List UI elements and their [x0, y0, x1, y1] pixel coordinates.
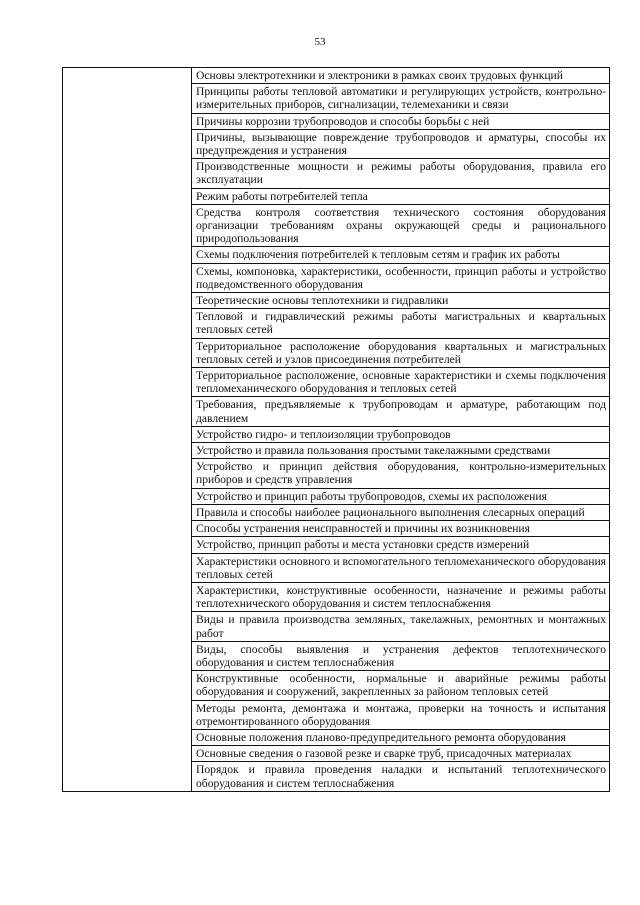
knowledge-requirements-table	[62, 67, 610, 792]
requirement-item: Устройство и принцип действия оборудования, контрольно-измерительных приборов и средств управления	[192, 459, 610, 488]
requirement-item: Устройство гидро- и теплоизоляции трубопроводов	[192, 426, 610, 442]
requirement-item: Территориальное расположение оборудования квартальных и магистральных тепловых сетей и узлов присоединения потребителей	[192, 338, 610, 367]
left-column-cell	[63, 68, 192, 792]
requirement-item: Виды, способы выявления и устранения дефектов теплотехнического оборудования и систем теплоснабжения	[192, 641, 610, 670]
requirement-item: Способы устранения неисправностей и причины их возникновения	[192, 521, 610, 537]
requirement-item: Территориальное расположение, основные характеристики и схемы подключения тепломеханического оборудования и тепловых сетей	[192, 368, 610, 397]
requirement-item: Средства контроля соответствия технического состояния оборудования организации требованиям охраны окружающей среды и рационального природопользования	[192, 204, 610, 247]
requirement-item: Устройство, принцип работы и места установки средств измерений	[192, 537, 610, 553]
requirement-item: Правила и способы наиболее рационального выполнения слесарных операций	[192, 504, 610, 520]
requirement-item: Характеристики, конструктивные особенности, назначение и режимы работы теплотехнического оборудования и систем теплоснабжения	[192, 582, 610, 611]
requirement-item: Основы электротехники и электроники в рамках своих трудовых функций	[192, 68, 610, 84]
requirement-item: Виды и правила производства земляных, такелажных, ремонтных и монтажных работ	[192, 612, 610, 641]
requirement-item: Схемы, компоновка, характеристики, особенности, принцип работы и устройство подведомственного оборудования	[192, 263, 610, 292]
requirement-item: Принципы работы тепловой автоматики и регулирующих устройств, контрольно-измерительных приборов, сигнализации, телемеханики и связи	[192, 84, 610, 113]
requirement-item: Тепловой и гидравлический режимы работы магистральных и квартальных тепловых сетей	[192, 309, 610, 338]
requirement-item: Причины коррозии трубопроводов и способы борьбы с ней	[192, 113, 610, 129]
table-body	[63, 68, 610, 792]
requirement-item: Конструктивные особенности, нормальные и аварийные режимы работы оборудования и сооружений, закрепленных за районом тепловых сетей	[192, 671, 610, 700]
requirement-item: Методы ремонта, демонтажа и монтажа, проверки на точность и испытания отремонтированного оборудования	[192, 700, 610, 729]
table-row	[63, 68, 610, 84]
requirement-item: Причины, вызывающие повреждение трубопроводов и арматуры, способы их предупреждения и устранения	[192, 129, 610, 158]
requirement-item: Схемы подключения потребителей к тепловым сетям и график их работы	[192, 247, 610, 263]
requirement-item: Требования, предъявляемые к трубопроводам и арматуре, работающим под давлением	[192, 397, 610, 426]
requirement-item: Основные положения планово-предупредительного ремонта оборудования	[192, 729, 610, 745]
requirement-item: Устройство и правила пользования простыми такелажными средствами	[192, 443, 610, 459]
requirement-item: Теоретические основы теплотехники и гидравлики	[192, 293, 610, 309]
requirement-item: Устройство и принцип работы трубопроводов, схемы их расположения	[192, 488, 610, 504]
requirement-item: Характеристики основного и вспомогательного тепломеханического оборудования тепловых сетей	[192, 553, 610, 582]
page-number: 53	[314, 36, 326, 48]
requirement-item: Основные сведения о газовой резке и сварке труб, присадочных материалах	[192, 746, 610, 762]
requirement-item: Порядок и правила проведения наладки и испытаний теплотехнического оборудования и систем теплоснабжения	[192, 762, 610, 791]
requirement-item: Режим работы потребителей тепла	[192, 188, 610, 204]
requirement-item: Производственные мощности и режимы работы оборудования, правила его эксплуатации	[192, 159, 610, 188]
